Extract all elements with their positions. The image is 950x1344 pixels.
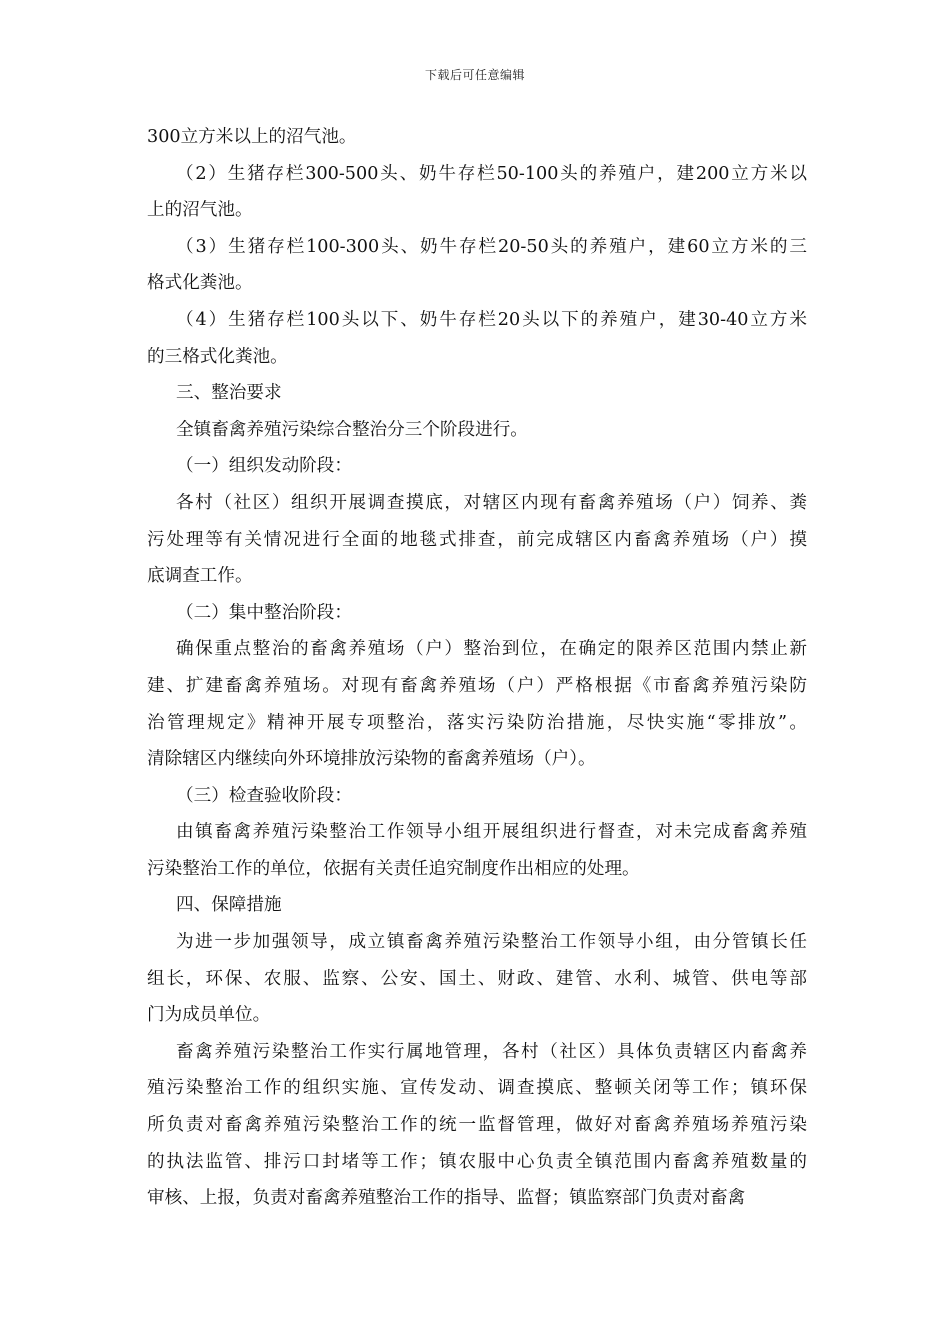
text-line: 门为成员单位。 [147, 1005, 271, 1026]
text-line: 格式化粪池。 [147, 273, 253, 294]
paragraph [147, 412, 807, 449]
text-line: （3）生猪存栏100-300头、奶牛存栏20-50头的养殖户，建60立方米的三 [176, 236, 807, 257]
paragraph [147, 302, 807, 375]
text-line: （一）组织发动阶段： [176, 456, 352, 477]
text-line: 为进一步加强领导，成立镇畜禽养殖污染整治工作领导小组，由分管镇长任 [176, 932, 807, 953]
text-line: 污染整治工作的单位，依据有关责任追究制度作出相应的处理。 [147, 858, 640, 879]
paragraph [147, 1034, 807, 1217]
paragraph [147, 375, 807, 412]
paragraph [147, 595, 807, 632]
text-line: 污处理等有关情况进行全面的地毯式排查，前完成辖区内畜禽养殖场（户）摸 [147, 529, 807, 550]
text-line: 审核、上报，负责对畜禽养殖整治工作的指导、监督；镇监察部门负责对畜禽 [147, 1188, 746, 1209]
text-line: （2）生猪存栏300-500头、奶牛存栏50-100头的养殖户，建200立方米以 [176, 163, 807, 184]
paragraph [147, 156, 807, 229]
text-line: （三）检查验收阶段： [176, 785, 352, 806]
text-line: 的执法监管、排污口封堵等工作；镇农服中心负责全镇范围内畜禽养殖数量的 [147, 1151, 807, 1172]
text-line: 四、保障措施 [176, 895, 282, 916]
text-line: 各村（社区）组织开展调查摸底，对辖区内现有畜禽养殖场（户）饲养、粪 [176, 492, 807, 513]
paragraph [147, 229, 807, 302]
paragraph [147, 924, 807, 1034]
paragraph [147, 485, 807, 595]
text-line: 三、整治要求 [176, 383, 282, 404]
paragraph [147, 814, 807, 887]
text-line: 的三格式化粪池。 [147, 346, 288, 367]
paragraph [147, 778, 807, 815]
text-line: 确保重点整治的畜禽养殖场（户）整治到位，在确定的限养区范围内禁止新 [176, 639, 807, 660]
paragraph [147, 119, 807, 156]
text-line: 建、扩建畜禽养殖场。对现有畜禽养殖场（户）严格根据《市畜禽养殖污染防 [147, 675, 807, 696]
text-line: 殖污染整治工作的组织实施、宣传发动、调查摸底、整顿关闭等工作；镇环保 [147, 1078, 807, 1099]
paragraph [147, 887, 807, 924]
paragraph [147, 631, 807, 777]
text-line: 清除辖区内继续向外环境排放污染物的畜禽养殖场（户）。 [147, 749, 596, 770]
text-line: 组长，环保、农服、监察、公安、国土、财政、建管、水利、城管、供电等部 [147, 968, 807, 989]
text-line: （二）集中整治阶段： [176, 602, 352, 623]
text-line: 300立方米以上的沼气池。 [147, 127, 357, 147]
text-line: 由镇畜禽养殖污染整治工作领导小组开展组织进行督查，对未完成畜禽养殖 [176, 822, 807, 843]
text-line: 畜禽养殖污染整治工作实行属地管理，各村（社区）具体负责辖区内畜禽养 [176, 1041, 807, 1062]
text-line: 底调查工作。 [147, 566, 253, 587]
text-line: 上的沼气池。 [147, 200, 253, 221]
paragraph [147, 448, 807, 485]
text-line: （4）生猪存栏100头以下、奶牛存栏20头以下的养殖户，建30-40立方米 [176, 309, 807, 330]
page-header: 下载后可任意编辑 [424, 68, 525, 82]
text-line: 治管理规定》精神开展专项整治，落实污染防治措施，尽快实施“零排放”。 [147, 712, 807, 733]
document-body [147, 119, 807, 1217]
text-line: 所负责对畜禽养殖污染整治工作的统一监督管理，做好对畜禽养殖场养殖污染 [147, 1115, 807, 1136]
text-line: 全镇畜禽养殖污染综合整治分三个阶段进行。 [176, 419, 528, 440]
